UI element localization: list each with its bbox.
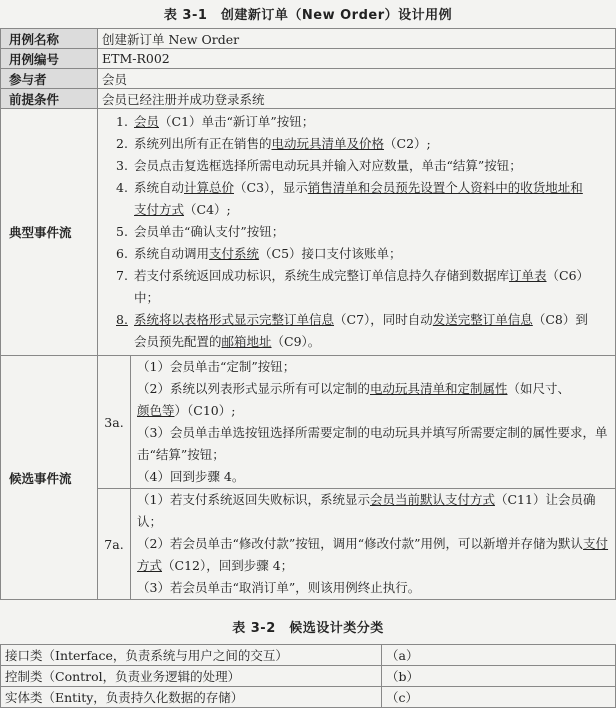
class-value-c: （c） <box>382 687 616 708</box>
alt-3a-num: 3a. <box>98 356 131 489</box>
class-name-control: 控制类（Control，负责业务逻辑的处理） <box>1 666 382 687</box>
usecase-table <box>0 28 616 600</box>
value-usecase-id: ETM-R002 <box>98 49 616 69</box>
table2-caption: 表 3-2 候选设计类分类 <box>232 621 384 636</box>
class-name-interface: 接口类（Interface，负责系统与用户之间的交互） <box>1 645 382 666</box>
row-alt-flow <box>1 356 616 600</box>
main-step-8: 8. 系统将以表格形式显示完整订单信息（C7），同时自动发送完整订单信息（C8）到 会员预先配置的邮箱地址（C9）。 <box>116 312 588 349</box>
label-alt-flow: 候选事件流 <box>1 356 98 600</box>
value-precondition: 会员已经注册并成功登录系统 <box>98 89 616 109</box>
label-usecase-id: 用例编号 <box>1 49 98 69</box>
alt-7a <box>98 489 615 600</box>
main-step-5: 5. 会员单击“确认支付”按钮； <box>116 224 285 239</box>
class-table <box>0 644 616 708</box>
class-name-entity: 实体类（Entity，负责持久化数据的存储） <box>1 687 382 708</box>
value-usecase-name: 创建新订单 New Order <box>98 29 616 49</box>
main-step-3: 3. 会员点击复选框选择所需电动玩具并输入对应数量，单击“结算”按钮； <box>116 158 522 173</box>
row-main-flow <box>1 109 616 356</box>
value-actor: 会员 <box>98 69 616 89</box>
label-actor: 参与者 <box>1 69 98 89</box>
label-precondition: 前提条件 <box>1 89 98 109</box>
label-main-flow: 典型事件流 <box>1 109 98 356</box>
alt-7a-body: （1）若支付系统返回失败标识，系统显示会员当前默认支付方式（C11）让会员确认； （2）若会员单击“修改付款”按钮，调用“修改付款”用例，可以新增并存储为默认支付方式（C12），回到步骤 4； （3）若会员单击“取消订单”，则该用例终止执行。 <box>131 489 616 600</box>
alt-flow-cell <box>98 356 616 600</box>
main-step-7: 7. 若支付系统返回成功标识，系统生成完整订单信息持久存储到数据库订单表（C6） 中； <box>116 268 590 305</box>
alt-3a <box>98 356 615 489</box>
row-usecase-id <box>1 49 616 69</box>
alt-flow-table <box>98 356 615 599</box>
main-step-4: 4. 系统自动计算总价（C3），显示销售清单和会员预先设置个人资料中的收货地址和 支付方式（C4）; <box>116 180 583 217</box>
alt-3a-body: （1）会员单击“定制”按钮； （2）系统以列表形式显示所有可以定制的电动玩具清单和定制属性（如尺寸、 颜色等）（C10）; （3）会员单击单选按钮选择所需要定制的电动玩具并填写所需要定制的属性要求，单击“结算”按钮； （4）回到步骤 4。 <box>131 356 616 489</box>
main-flow-steps <box>98 109 616 356</box>
alt-7a-num: 7a. <box>98 489 131 600</box>
main-step-2: 2. 系统列出所有正在销售的电动玩具清单及价格（C2）; <box>116 136 431 151</box>
class-row-control <box>1 666 616 687</box>
label-usecase-name: 用例名称 <box>1 29 98 49</box>
main-step-1: 1. 会员（C1）单击“新订单”按钮； <box>116 114 315 129</box>
class-row-interface <box>1 645 616 666</box>
class-row-entity <box>1 687 616 708</box>
row-actor <box>1 69 616 89</box>
class-value-b: （b） <box>382 666 616 687</box>
table1-caption: 表 3-1 创建新订单（New Order）设计用例 <box>163 8 453 23</box>
class-value-a: （a） <box>382 645 616 666</box>
row-precondition <box>1 89 616 109</box>
row-usecase-name <box>1 29 616 49</box>
main-step-6: 6. 系统自动调用支付系统（C5）接口支付该账单； <box>116 246 402 261</box>
